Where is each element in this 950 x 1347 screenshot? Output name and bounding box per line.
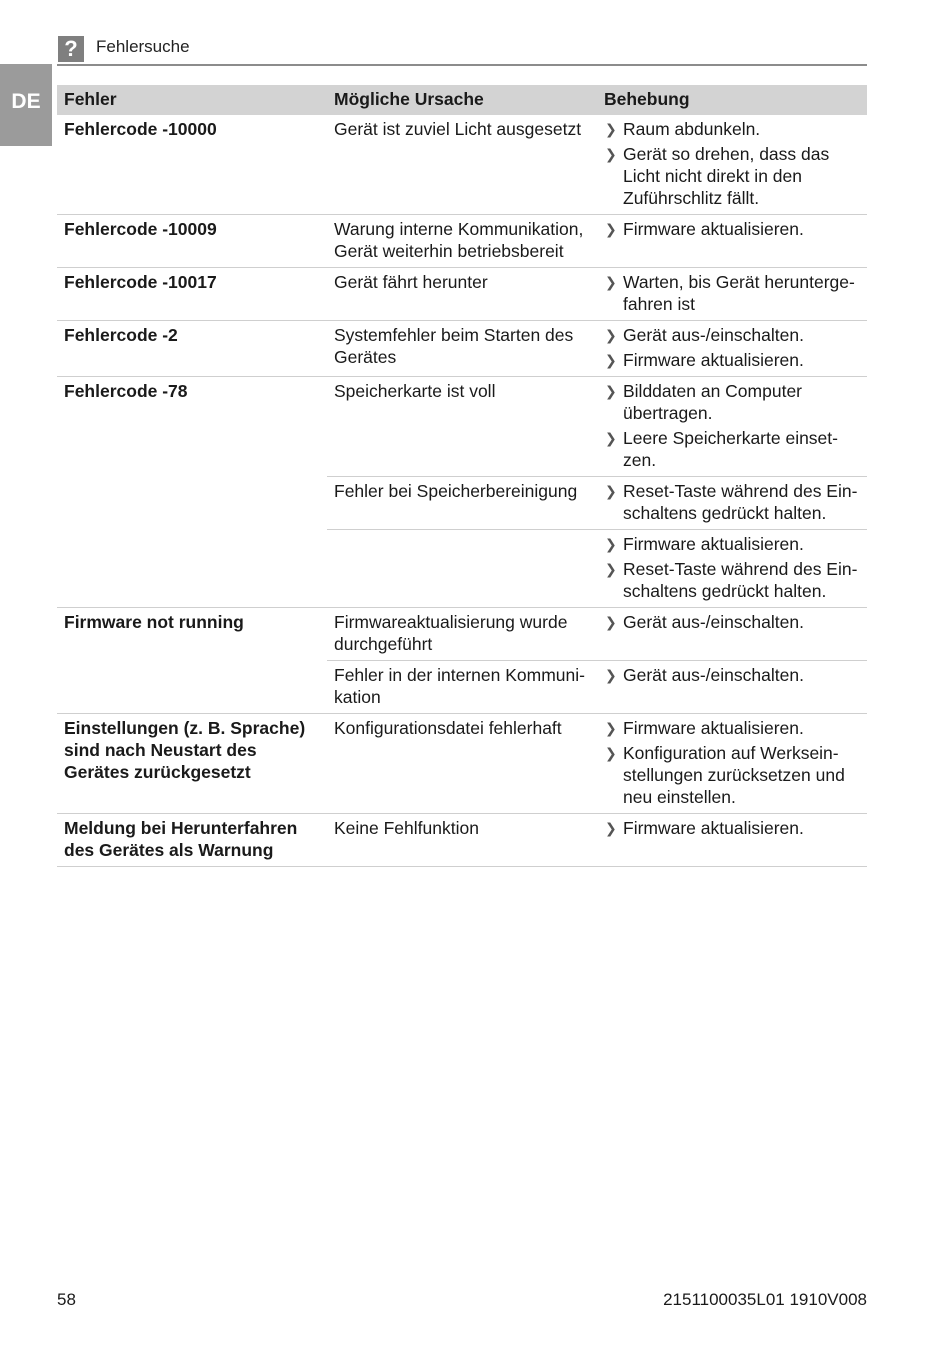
cause-cell bbox=[327, 530, 597, 608]
chevron-right-icon: ❯ bbox=[605, 121, 617, 137]
remedy-cell bbox=[597, 661, 867, 714]
chevron-right-icon: ❯ bbox=[605, 483, 617, 499]
table-body bbox=[57, 115, 867, 867]
chevron-right-icon: ❯ bbox=[605, 221, 617, 237]
chevron-right-icon: ❯ bbox=[605, 327, 617, 343]
cause-cell: Konfigurationsdatei fehlerhaft bbox=[327, 714, 597, 814]
question-icon: ? bbox=[58, 36, 84, 62]
remedy-item bbox=[604, 611, 860, 633]
cause-cell: Gerät ist zuviel Licht ausgesetzt bbox=[327, 115, 597, 215]
section-title: Fehlersuche bbox=[96, 37, 190, 56]
remedy-text: Reset-Taste während des Ein-schaltens gedrückt halten. bbox=[623, 481, 858, 523]
remedy-list bbox=[604, 717, 860, 808]
chevron-right-icon: ❯ bbox=[605, 146, 617, 162]
remedy-cell bbox=[597, 530, 867, 608]
remedy-list bbox=[604, 533, 860, 602]
fault-cell: Fehlercode -10000 bbox=[57, 115, 327, 215]
remedy-item bbox=[604, 480, 860, 524]
page-number: 58 bbox=[57, 1290, 76, 1309]
troubleshooting-table bbox=[57, 85, 867, 867]
fault-cell: Einstellungen (z. B. Sprache) sind nach Neustart des Gerätes zurückgesetzt bbox=[57, 714, 327, 814]
remedy-text: Firmware aktualisieren. bbox=[623, 534, 804, 554]
remedy-item bbox=[604, 349, 860, 371]
table-row bbox=[57, 814, 867, 867]
column-header-fault: Fehler bbox=[57, 85, 327, 115]
chevron-right-icon: ❯ bbox=[605, 561, 617, 577]
chevron-right-icon: ❯ bbox=[605, 667, 617, 683]
remedy-list bbox=[604, 664, 860, 686]
cause-cell: Firmwareaktualisierung wurde durchgeführt bbox=[327, 608, 597, 661]
remedy-item bbox=[604, 742, 860, 808]
remedy-item bbox=[604, 118, 860, 140]
fault-cell: Fehlercode -78 bbox=[57, 377, 327, 608]
chevron-right-icon: ❯ bbox=[605, 383, 617, 399]
remedy-text: Gerät aus-/einschalten. bbox=[623, 665, 804, 685]
remedy-text: Warten, bis Gerät herunterge-fahren ist bbox=[623, 272, 855, 314]
fault-cell: Fehlercode -10017 bbox=[57, 268, 327, 321]
cause-cell: Warung interne Kommunikation, Gerät weiterhin betriebsbereit bbox=[327, 215, 597, 268]
table-row bbox=[57, 321, 867, 377]
remedy-item bbox=[604, 817, 860, 839]
remedy-item bbox=[604, 558, 860, 602]
table-row bbox=[57, 608, 867, 661]
remedy-list bbox=[604, 611, 860, 633]
cause-cell: Gerät fährt herunter bbox=[327, 268, 597, 321]
fault-cell: Fehlercode -10009 bbox=[57, 215, 327, 268]
cause-cell: Fehler bei Speicherbereinigung bbox=[327, 477, 597, 530]
remedy-cell bbox=[597, 377, 867, 477]
remedy-item bbox=[604, 324, 860, 346]
remedy-item bbox=[604, 380, 860, 424]
table-row bbox=[57, 115, 867, 215]
remedy-list bbox=[604, 380, 860, 471]
remedy-list bbox=[604, 817, 860, 839]
remedy-item bbox=[604, 717, 860, 739]
remedy-text: Gerät aus-/einschalten. bbox=[623, 325, 804, 345]
chevron-right-icon: ❯ bbox=[605, 352, 617, 368]
remedy-list bbox=[604, 324, 860, 371]
remedy-list bbox=[604, 480, 860, 524]
language-tab: DE bbox=[0, 64, 52, 146]
remedy-list bbox=[604, 118, 860, 209]
remedy-text: Raum abdunkeln. bbox=[623, 119, 761, 139]
remedy-cell bbox=[597, 268, 867, 321]
cause-cell: Speicherkarte ist voll bbox=[327, 377, 597, 477]
column-header-cause: Mögliche Ursache bbox=[327, 85, 597, 115]
document-code: 2151100035L01 1910V008 bbox=[663, 1290, 867, 1309]
remedy-cell bbox=[597, 608, 867, 661]
chevron-right-icon: ❯ bbox=[605, 274, 617, 290]
remedy-cell bbox=[597, 477, 867, 530]
table-row bbox=[57, 268, 867, 321]
remedy-text: Gerät so drehen, dass das Licht nicht direkt in den Zuführschlitz fällt. bbox=[623, 144, 830, 208]
remedy-text: Firmware aktualisieren. bbox=[623, 718, 804, 738]
table-row bbox=[57, 714, 867, 814]
remedy-item bbox=[604, 427, 860, 471]
column-header-remedy: Behebung bbox=[597, 85, 867, 115]
fault-cell: Meldung bei Herunterfahren des Gerätes als Warnung bbox=[57, 814, 327, 867]
remedy-cell bbox=[597, 215, 867, 268]
remedy-text: Leere Speicherkarte einset-zen. bbox=[623, 428, 838, 470]
remedy-list bbox=[604, 218, 860, 240]
remedy-item bbox=[604, 664, 860, 686]
chevron-right-icon: ❯ bbox=[605, 536, 617, 552]
cause-cell: Fehler in der internen Kommuni-kation bbox=[327, 661, 597, 714]
chevron-right-icon: ❯ bbox=[605, 430, 617, 446]
cause-cell: Systemfehler beim Starten des Gerätes bbox=[327, 321, 597, 377]
remedy-text: Bilddaten an Computer übertragen. bbox=[623, 381, 802, 423]
remedy-text: Konfiguration auf Werksein-stellungen zurücksetzen und neu einstellen. bbox=[623, 743, 845, 807]
remedy-item bbox=[604, 271, 860, 315]
section-header bbox=[57, 34, 867, 66]
chevron-right-icon: ❯ bbox=[605, 820, 617, 836]
remedy-text: Gerät aus-/einschalten. bbox=[623, 612, 804, 632]
remedy-text: Firmware aktualisieren. bbox=[623, 350, 804, 370]
remedy-text: Firmware aktualisieren. bbox=[623, 818, 804, 838]
table-row bbox=[57, 215, 867, 268]
remedy-text: Reset-Taste während des Ein-schaltens gedrückt halten. bbox=[623, 559, 858, 601]
remedy-cell bbox=[597, 115, 867, 215]
cause-cell: Keine Fehlfunktion bbox=[327, 814, 597, 867]
chevron-right-icon: ❯ bbox=[605, 614, 617, 630]
chevron-right-icon: ❯ bbox=[605, 720, 617, 736]
remedy-item bbox=[604, 533, 860, 555]
table-row bbox=[57, 377, 867, 477]
remedy-text: Firmware aktualisieren. bbox=[623, 219, 804, 239]
remedy-cell bbox=[597, 321, 867, 377]
remedy-cell bbox=[597, 814, 867, 867]
remedy-item bbox=[604, 143, 860, 209]
table-header-row bbox=[57, 85, 867, 115]
remedy-list bbox=[604, 271, 860, 315]
remedy-item bbox=[604, 218, 860, 240]
fault-cell: Fehlercode -2 bbox=[57, 321, 327, 377]
remedy-cell bbox=[597, 714, 867, 814]
fault-cell: Firmware not running bbox=[57, 608, 327, 714]
chevron-right-icon: ❯ bbox=[605, 745, 617, 761]
